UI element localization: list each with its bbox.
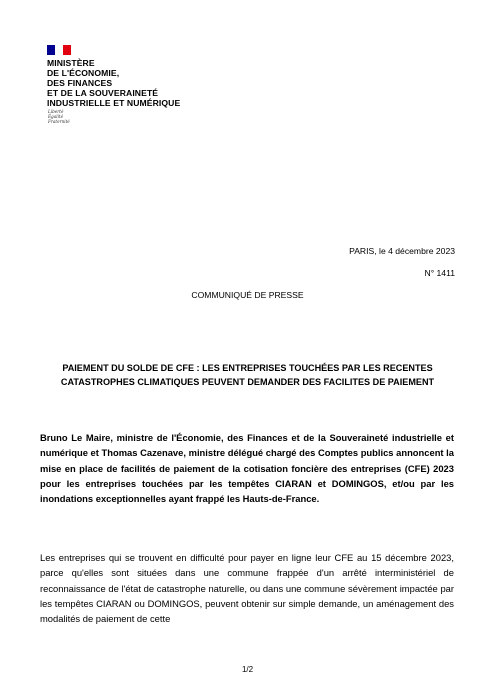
lead-paragraph: Bruno Le Maire, ministre de l'Économie, des Finances et de la Souveraineté industrielle et numérique et Thomas Cazenave, ministre délégué chargé des Comptes publics annoncent la mise en place de facilités de paiement de la cotisation foncière des entreprises (CFE) 2023 pour les entreprises touchées par les tempêtes CIARAN et DOMINGOS, et/ou par les inondations exceptionnelles ayant frappé les Hauts-de-France. (40, 432, 454, 505)
flag-white-stripe (55, 45, 63, 55)
flag-red-stripe (63, 45, 71, 55)
ministry-line: MINISTÈRE (47, 58, 95, 68)
motto-line: Égalité (48, 114, 64, 119)
ministry-name (47, 58, 180, 108)
release-number: N° 1411 (424, 268, 455, 278)
page-number: 1/2 (241, 665, 254, 674)
ministry-line: ET DE LA SOUVERAINETÉ (47, 88, 159, 98)
republic-motto (48, 109, 70, 124)
motto-line: Liberté (48, 109, 64, 114)
motto-line: Fraternité (48, 119, 70, 124)
republic-flag-logo (47, 45, 71, 55)
place-date: PARIS, le 4 décembre 2023 (349, 246, 455, 256)
flag-blue-stripe (47, 45, 55, 55)
headline (30, 361, 465, 389)
ministry-line: DES FINANCES (47, 78, 113, 88)
body-paragraph: Les entreprises qui se trouvent en difficulté pour payer en ligne leur CFE au 15 décembre 2023, parce qu'elles sont situées dans une commune frappée d'un arrêté interministériel de reconnaissance de l'état de catastrophe naturelle, ou dans une commune sévèrement impactée par les tempêtes CIARAN ou DOMINGOS, peuvent obtenir sur simple demande, un aménagement des modalités de paiement de cette (40, 552, 454, 625)
ministry-line: INDUSTRIELLE ET NUMÉRIQUE (47, 98, 181, 108)
headline-line: CATASTROPHES CLIMATIQUES PEUVENT DEMANDER DES FACILITES DE PAIEMENT (60, 377, 435, 387)
headline-line: PAIEMENT DU SOLDE DE CFE : LES ENTREPRISES TOUCHÉES PAR LES RECENTES (62, 363, 433, 373)
press-release-label: COMMUNIQUÉ DE PRESSE (191, 290, 304, 300)
ministry-line: DE L'ÉCONOMIE, (47, 68, 120, 78)
